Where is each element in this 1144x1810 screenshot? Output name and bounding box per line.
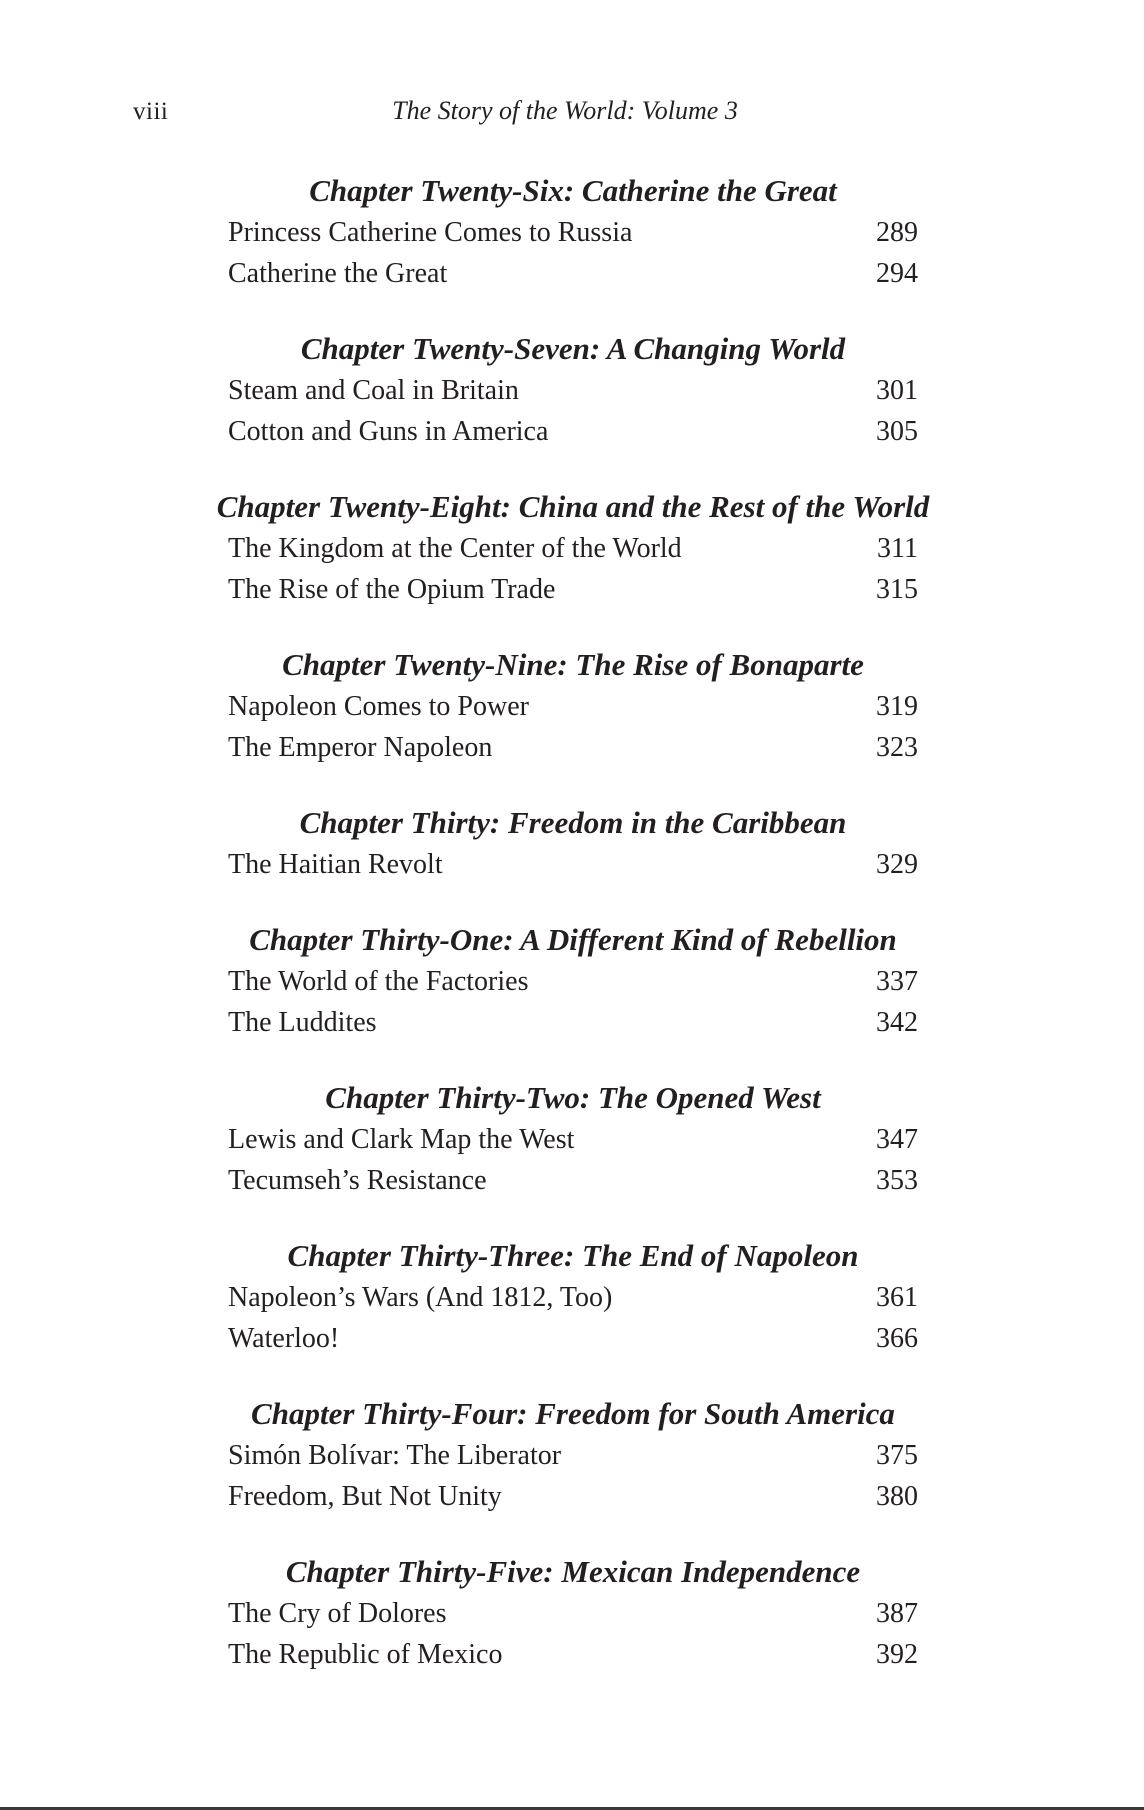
entry-title: The Republic of Mexico bbox=[228, 1639, 503, 1670]
chapter-title: Chapter Thirty-Two: The Opened West bbox=[325, 1080, 821, 1115]
chapter-group bbox=[228, 919, 918, 1043]
chapter-title: Chapter Thirty-Five: Mexican Independence bbox=[285, 1554, 861, 1589]
entry-page: 301 bbox=[876, 375, 918, 406]
entry-page: 329 bbox=[876, 849, 918, 880]
toc-entry bbox=[228, 253, 918, 294]
toc-entry bbox=[228, 844, 918, 885]
entry-title: Tecumseh’s Resistance bbox=[228, 1165, 487, 1196]
entry-title: Cotton and Guns in America bbox=[228, 416, 549, 447]
entry-page: 375 bbox=[876, 1440, 918, 1471]
chapter-title: Chapter Thirty-Four: Freedom for South America bbox=[251, 1396, 895, 1431]
entry-page: 294 bbox=[876, 258, 918, 289]
entry-title: The Rise of the Opium Trade bbox=[228, 574, 556, 605]
entry-page: 366 bbox=[876, 1323, 918, 1354]
toc-entry bbox=[228, 569, 918, 610]
toc-entry bbox=[228, 1277, 918, 1318]
toc-entry bbox=[228, 1160, 918, 1201]
entry-page: 361 bbox=[876, 1282, 918, 1313]
entry-title: The Kingdom at the Center of the World bbox=[228, 533, 682, 564]
entry-title: Napoleon’s Wars (And 1812, Too) bbox=[228, 1282, 613, 1313]
entry-title: The Luddites bbox=[228, 1007, 377, 1038]
entry-page: 315 bbox=[876, 574, 918, 605]
entry-title: Waterloo! bbox=[228, 1323, 340, 1354]
toc-entry bbox=[228, 686, 918, 727]
entry-title: The Haitian Revolt bbox=[228, 849, 443, 880]
entry-title: Steam and Coal in Britain bbox=[228, 375, 519, 406]
entry-page: 289 bbox=[876, 217, 918, 248]
toc-entry bbox=[228, 528, 918, 569]
entry-page: 387 bbox=[876, 1598, 918, 1629]
entry-title: Napoleon Comes to Power bbox=[228, 691, 529, 722]
entry-page: 353 bbox=[876, 1165, 918, 1196]
toc-entry bbox=[228, 1593, 918, 1634]
entry-page: 319 bbox=[876, 691, 918, 722]
chapter-group bbox=[228, 1235, 918, 1359]
toc-entry bbox=[228, 1318, 918, 1359]
entry-title: The Cry of Dolores bbox=[228, 1598, 447, 1629]
entry-page: 323 bbox=[876, 732, 918, 763]
chapter-title: Chapter Twenty-Seven: A Changing World bbox=[300, 331, 846, 366]
chapter-group bbox=[228, 1551, 918, 1675]
chapter-group bbox=[216, 486, 930, 610]
entry-page: 342 bbox=[876, 1007, 918, 1038]
chapter-title: Chapter Thirty: Freedom in the Caribbean bbox=[299, 805, 847, 840]
entry-title: Princess Catherine Comes to Russia bbox=[228, 217, 633, 248]
chapter-group bbox=[228, 1393, 918, 1517]
entry-title: Freedom, But Not Unity bbox=[228, 1481, 502, 1512]
toc-entry bbox=[228, 1476, 918, 1517]
chapter-group bbox=[228, 644, 918, 768]
toc-entry bbox=[228, 1119, 918, 1160]
entry-title: The Emperor Napoleon bbox=[228, 732, 493, 763]
entry-title: Catherine the Great bbox=[228, 258, 448, 289]
toc-entry bbox=[228, 1002, 918, 1043]
toc-entry bbox=[228, 212, 918, 253]
running-title: The Story of the World: Volume 3 bbox=[392, 96, 738, 125]
toc-entry bbox=[228, 411, 918, 452]
toc-entry bbox=[228, 961, 918, 1002]
chapter-group bbox=[228, 328, 918, 452]
entry-title: Lewis and Clark Map the West bbox=[228, 1124, 575, 1155]
chapter-title: Chapter Thirty-One: A Different Kind of Rebellion bbox=[249, 922, 897, 957]
entry-page: 392 bbox=[876, 1639, 918, 1670]
toc-entry bbox=[228, 1634, 918, 1675]
table-of-contents bbox=[216, 170, 930, 1709]
chapter-group bbox=[228, 802, 918, 885]
entry-page: 305 bbox=[876, 416, 918, 447]
entry-page: 337 bbox=[876, 966, 918, 997]
toc-entry bbox=[228, 1435, 918, 1476]
entry-page: 380 bbox=[876, 1481, 918, 1512]
page-number: viii bbox=[133, 98, 169, 125]
chapter-title: Chapter Thirty-Three: The End of Napoleon bbox=[287, 1238, 859, 1273]
chapter-group bbox=[228, 170, 918, 294]
entry-title: The World of the Factories bbox=[228, 966, 529, 997]
chapter-title: Chapter Twenty-Eight: China and the Rest of the World bbox=[216, 489, 930, 524]
entry-title: Simón Bolívar: The Liberator bbox=[228, 1440, 562, 1471]
entry-page: 347 bbox=[876, 1124, 918, 1155]
chapter-title: Chapter Twenty-Six: Catherine the Great bbox=[309, 173, 837, 208]
chapter-title: Chapter Twenty-Nine: The Rise of Bonaparte bbox=[282, 647, 864, 682]
entry-page: 311 bbox=[877, 533, 918, 564]
chapter-group bbox=[228, 1077, 918, 1201]
toc-entry bbox=[228, 727, 918, 768]
toc-entry bbox=[228, 370, 918, 411]
